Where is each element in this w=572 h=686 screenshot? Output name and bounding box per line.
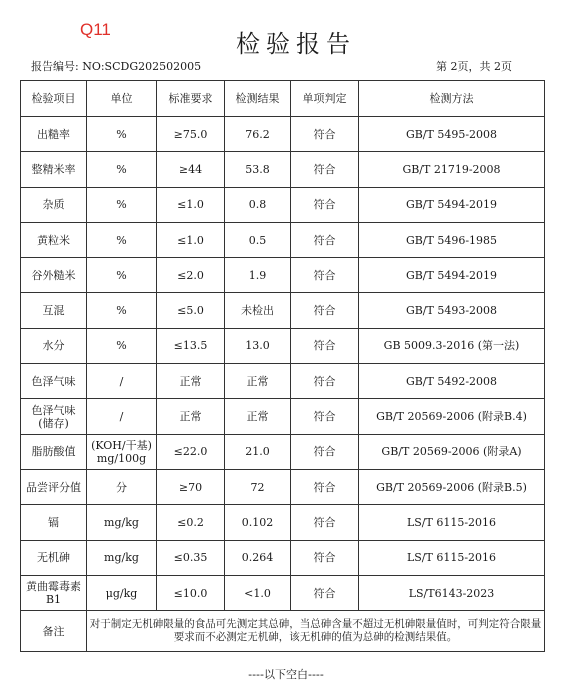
report-number: 报告编号: NO:SCDG202502005 bbox=[31, 60, 202, 73]
cell-unit: % bbox=[87, 117, 157, 152]
header-item: 检验项目 bbox=[21, 81, 87, 117]
cell-item: 谷外糙米 bbox=[21, 258, 87, 293]
cell-verdict: 符合 bbox=[291, 399, 359, 434]
cell-verdict: 符合 bbox=[291, 328, 359, 363]
cell-method: LS/T 6115-2016 bbox=[359, 540, 545, 575]
cell-unit: / bbox=[87, 364, 157, 399]
cell-verdict: 符合 bbox=[291, 469, 359, 504]
cell-unit: % bbox=[87, 152, 157, 187]
cell-requirement: ≤1.0 bbox=[157, 222, 225, 257]
cell-unit: mg/kg bbox=[87, 505, 157, 540]
cell-requirement: 正常 bbox=[157, 399, 225, 434]
cell-requirement: ≥70 bbox=[157, 469, 225, 504]
table-row bbox=[21, 505, 545, 540]
cell-verdict: 符合 bbox=[291, 505, 359, 540]
cell-requirement: ≥75.0 bbox=[157, 117, 225, 152]
cell-requirement: ≤5.0 bbox=[157, 293, 225, 328]
remark-text: 对于制定无机砷限量的食品可先测定其总砷，当总砷含量不超过无机砷限量值时，可判定符合限量要求而不必测定无机砷，该无机砷的值为总砷的检测结果值。 bbox=[87, 611, 545, 652]
cell-requirement: ≤10.0 bbox=[157, 575, 225, 610]
cell-method: GB/T 5494-2019 bbox=[359, 187, 545, 222]
table-row bbox=[21, 434, 545, 469]
cell-item: 整精米率 bbox=[21, 152, 87, 187]
cell-method: LS/T6143-2023 bbox=[359, 575, 545, 610]
cell-item: 色泽气味 bbox=[21, 364, 87, 399]
cell-method: GB/T 5494-2019 bbox=[359, 258, 545, 293]
cell-requirement: ≤2.0 bbox=[157, 258, 225, 293]
cell-result: 0.5 bbox=[225, 222, 291, 257]
table-row bbox=[21, 399, 545, 434]
table-row bbox=[21, 328, 545, 363]
cell-requirement: ≤1.0 bbox=[157, 187, 225, 222]
cell-item: 脂肪酸值 bbox=[21, 434, 87, 469]
header-verdict: 单项判定 bbox=[291, 81, 359, 117]
inspection-table bbox=[20, 80, 545, 652]
cell-verdict: 符合 bbox=[291, 152, 359, 187]
cell-result: 76.2 bbox=[225, 117, 291, 152]
table-row bbox=[21, 222, 545, 257]
cell-unit: mg/kg bbox=[87, 540, 157, 575]
cell-unit: 分 bbox=[87, 469, 157, 504]
table-header-row bbox=[21, 81, 545, 117]
cell-result: <1.0 bbox=[225, 575, 291, 610]
cell-item: 色泽气味 (储存) bbox=[21, 399, 87, 434]
cell-method: LS/T 6115-2016 bbox=[359, 505, 545, 540]
cell-result: 21.0 bbox=[225, 434, 291, 469]
cell-method: GB/T 5492-2008 bbox=[359, 364, 545, 399]
report-title: 检验报告 bbox=[236, 30, 356, 58]
cell-method: GB/T 5495-2008 bbox=[359, 117, 545, 152]
cell-unit: % bbox=[87, 258, 157, 293]
remark-row bbox=[21, 611, 545, 652]
cell-unit: % bbox=[87, 328, 157, 363]
table-row bbox=[21, 187, 545, 222]
cell-verdict: 符合 bbox=[291, 117, 359, 152]
cell-result: 0.102 bbox=[225, 505, 291, 540]
cell-item: 水分 bbox=[21, 328, 87, 363]
table-row bbox=[21, 540, 545, 575]
cell-item: 品尝评分值 bbox=[21, 469, 87, 504]
cell-method: GB/T 20569-2006 (附录A) bbox=[359, 434, 545, 469]
cell-verdict: 符合 bbox=[291, 293, 359, 328]
cell-requirement: ≤22.0 bbox=[157, 434, 225, 469]
cell-method: GB/T 5493-2008 bbox=[359, 293, 545, 328]
cell-requirement: 正常 bbox=[157, 364, 225, 399]
cell-unit: % bbox=[87, 222, 157, 257]
header-unit: 单位 bbox=[87, 81, 157, 117]
cell-result: 正常 bbox=[225, 399, 291, 434]
cell-result: 53.8 bbox=[225, 152, 291, 187]
cell-method: GB/T 20569-2006 (附录B.4) bbox=[359, 399, 545, 434]
blank-below-marker: ----以下空白---- bbox=[248, 668, 324, 681]
table-row bbox=[21, 575, 545, 610]
cell-method: GB/T 5496-1985 bbox=[359, 222, 545, 257]
header-result: 检测结果 bbox=[225, 81, 291, 117]
table-row bbox=[21, 364, 545, 399]
cell-item: 杂质 bbox=[21, 187, 87, 222]
cell-verdict: 符合 bbox=[291, 222, 359, 257]
table-row bbox=[21, 258, 545, 293]
cell-unit: / bbox=[87, 399, 157, 434]
cell-item: 互混 bbox=[21, 293, 87, 328]
cell-requirement: ≤0.2 bbox=[157, 505, 225, 540]
table-row bbox=[21, 117, 545, 152]
cell-item: 无机砷 bbox=[21, 540, 87, 575]
cell-verdict: 符合 bbox=[291, 187, 359, 222]
header-requirement: 标准要求 bbox=[157, 81, 225, 117]
cell-result: 1.9 bbox=[225, 258, 291, 293]
question-tag: Q11 bbox=[80, 20, 111, 39]
cell-result: 0.8 bbox=[225, 187, 291, 222]
table-row bbox=[21, 469, 545, 504]
cell-method: GB/T 20569-2006 (附录B.5) bbox=[359, 469, 545, 504]
cell-method: GB/T 21719-2008 bbox=[359, 152, 545, 187]
table-row bbox=[21, 152, 545, 187]
cell-verdict: 符合 bbox=[291, 575, 359, 610]
cell-result: 未检出 bbox=[225, 293, 291, 328]
cell-unit: % bbox=[87, 293, 157, 328]
cell-method: GB 5009.3-2016 (第一法) bbox=[359, 328, 545, 363]
cell-item: 出糙率 bbox=[21, 117, 87, 152]
cell-unit: % bbox=[87, 187, 157, 222]
cell-item: 黄粒米 bbox=[21, 222, 87, 257]
cell-item: 镉 bbox=[21, 505, 87, 540]
cell-requirement: ≥44 bbox=[157, 152, 225, 187]
cell-verdict: 符合 bbox=[291, 540, 359, 575]
cell-unit: (KOH/干基) mg/100g bbox=[87, 434, 157, 469]
cell-unit: μg/kg bbox=[87, 575, 157, 610]
cell-result: 13.0 bbox=[225, 328, 291, 363]
page-info: 第 2页，共 2页 bbox=[436, 60, 512, 73]
cell-result: 0.264 bbox=[225, 540, 291, 575]
cell-item: 黄曲霉毒素 B1 bbox=[21, 575, 87, 610]
cell-verdict: 符合 bbox=[291, 258, 359, 293]
cell-result: 正常 bbox=[225, 364, 291, 399]
cell-verdict: 符合 bbox=[291, 434, 359, 469]
remark-label: 备注 bbox=[21, 611, 87, 652]
cell-requirement: ≤13.5 bbox=[157, 328, 225, 363]
cell-result: 72 bbox=[225, 469, 291, 504]
cell-requirement: ≤0.35 bbox=[157, 540, 225, 575]
table-row bbox=[21, 293, 545, 328]
header-method: 检测方法 bbox=[359, 81, 545, 117]
cell-verdict: 符合 bbox=[291, 364, 359, 399]
